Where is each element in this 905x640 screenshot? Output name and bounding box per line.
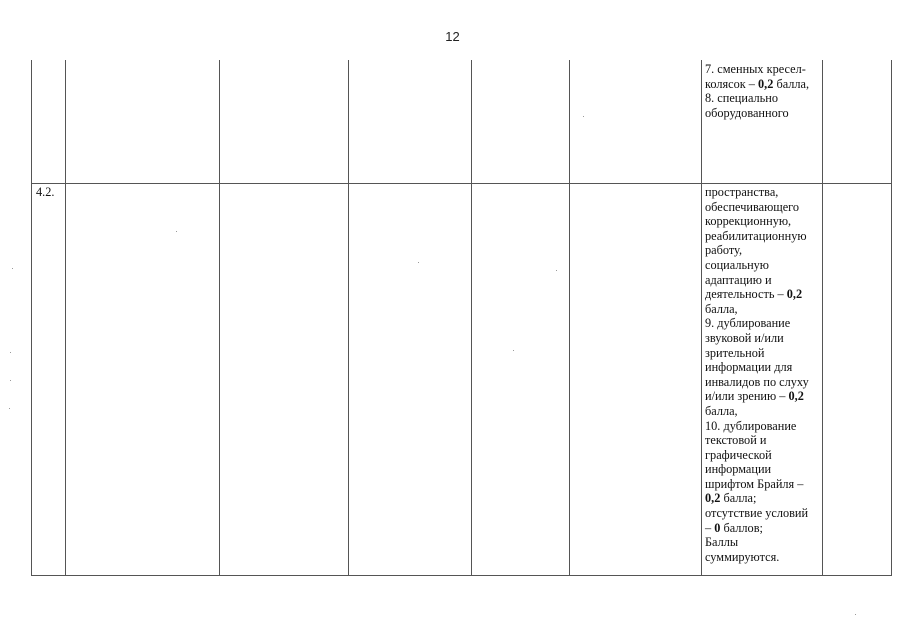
table-row-divider — [31, 183, 892, 184]
scan-speck — [855, 614, 856, 615]
criteria-line — [705, 302, 821, 317]
table-left-border — [31, 60, 32, 576]
column-divider — [65, 60, 66, 576]
criteria-line — [705, 77, 821, 92]
criteria-line — [705, 448, 821, 463]
score-value: 0,2 — [758, 76, 774, 91]
criteria-fragment: суммируются. — [705, 549, 780, 564]
criteria-fragment: адаптацию и — [705, 272, 772, 287]
column-divider — [471, 60, 472, 576]
scan-speck — [583, 116, 584, 117]
criteria-line — [705, 419, 821, 434]
criteria-line — [705, 229, 821, 244]
criteria-fragment: – — [705, 520, 715, 535]
criteria-fragment: социальную — [705, 257, 769, 272]
criteria-fragment: 9. дублирование — [705, 316, 791, 331]
criteria-line — [705, 346, 821, 361]
criteria-fragment: 8. специально — [705, 91, 778, 106]
criteria-line — [705, 477, 821, 492]
criteria-line — [705, 521, 821, 536]
criteria-line — [705, 258, 821, 273]
table-bottom-border — [31, 575, 892, 576]
criteria-fragment: балла, — [773, 76, 810, 91]
scan-speck — [556, 270, 557, 271]
row1-criteria-text — [705, 62, 821, 120]
criteria-line — [705, 287, 821, 302]
criteria-fragment: отсутствие условий — [705, 506, 809, 521]
criteria-line — [705, 404, 821, 419]
criteria-fragment: информации — [705, 462, 772, 477]
score-value: 0,2 — [788, 389, 804, 404]
criteria-line — [705, 375, 821, 390]
criteria-line — [705, 243, 821, 258]
criteria-line — [705, 185, 821, 200]
score-value: 0 — [714, 520, 721, 535]
criteria-fragment: пространства, — [705, 185, 779, 199]
criteria-fragment: балла, — [705, 301, 738, 316]
criteria-fragment: 7. сменных кресел- — [705, 62, 806, 76]
criteria-line — [705, 491, 821, 506]
criteria-fragment: обеспечивающего — [705, 199, 800, 214]
criteria-line — [705, 200, 821, 215]
column-divider — [219, 60, 220, 576]
scan-speck — [10, 352, 11, 353]
criteria-line — [705, 506, 821, 521]
criteria-line — [705, 62, 821, 77]
scan-speck — [12, 268, 13, 269]
criteria-line — [705, 535, 821, 550]
column-divider — [701, 60, 702, 576]
criteria-fragment: баллов; — [720, 520, 763, 535]
criteria-line — [705, 91, 821, 106]
criteria-fragment: текстовой и — [705, 433, 767, 448]
criteria-fragment: звуковой и/или — [705, 330, 784, 345]
criteria-fragment: колясок – — [705, 76, 759, 91]
column-divider — [348, 60, 349, 576]
criteria-line — [705, 550, 821, 565]
criteria-line — [705, 360, 821, 375]
criteria-fragment: 10. дублирование — [705, 418, 797, 433]
column-divider — [822, 60, 823, 576]
table-right-border — [891, 60, 892, 576]
criteria-fragment: шрифтом Брайля – — [705, 476, 804, 491]
scan-speck — [418, 262, 419, 263]
scan-speck — [176, 231, 177, 232]
scan-speck — [9, 408, 10, 409]
criteria-line — [705, 462, 821, 477]
criteria-fragment: информации для — [705, 360, 793, 375]
criteria-line — [705, 273, 821, 288]
scan-speck — [513, 350, 514, 351]
scan-speck — [10, 380, 11, 381]
criteria-line — [705, 106, 821, 121]
criteria-line — [705, 433, 821, 448]
criteria-fragment: графической — [705, 447, 772, 462]
criteria-fragment: оборудованного — [705, 105, 789, 120]
criteria-fragment: инвалидов по слуху — [705, 374, 809, 389]
score-value: 0,2 — [786, 287, 803, 302]
criteria-fragment: работу, — [705, 243, 743, 258]
criteria-fragment: коррекционную, — [705, 214, 792, 229]
criteria-fragment: балла; — [720, 491, 757, 506]
column-divider — [569, 60, 570, 576]
criteria-line — [705, 214, 821, 229]
criteria-line — [705, 331, 821, 346]
score-value: 0,2 — [705, 491, 721, 506]
criteria-fragment: деятельность – — [705, 287, 787, 302]
criteria-fragment: балла, — [705, 403, 738, 418]
page-number: 12 — [445, 29, 460, 44]
criteria-fragment: реабилитационную — [705, 228, 807, 243]
row-number: 4.2. — [36, 185, 55, 199]
criteria-line — [705, 389, 821, 404]
criteria-fragment: и/или зрению – — [705, 389, 789, 404]
row2-criteria-text — [705, 185, 821, 564]
criteria-fragment: зрительной — [705, 345, 765, 360]
criteria-fragment: Баллы — [705, 535, 739, 550]
criteria-line — [705, 316, 821, 331]
